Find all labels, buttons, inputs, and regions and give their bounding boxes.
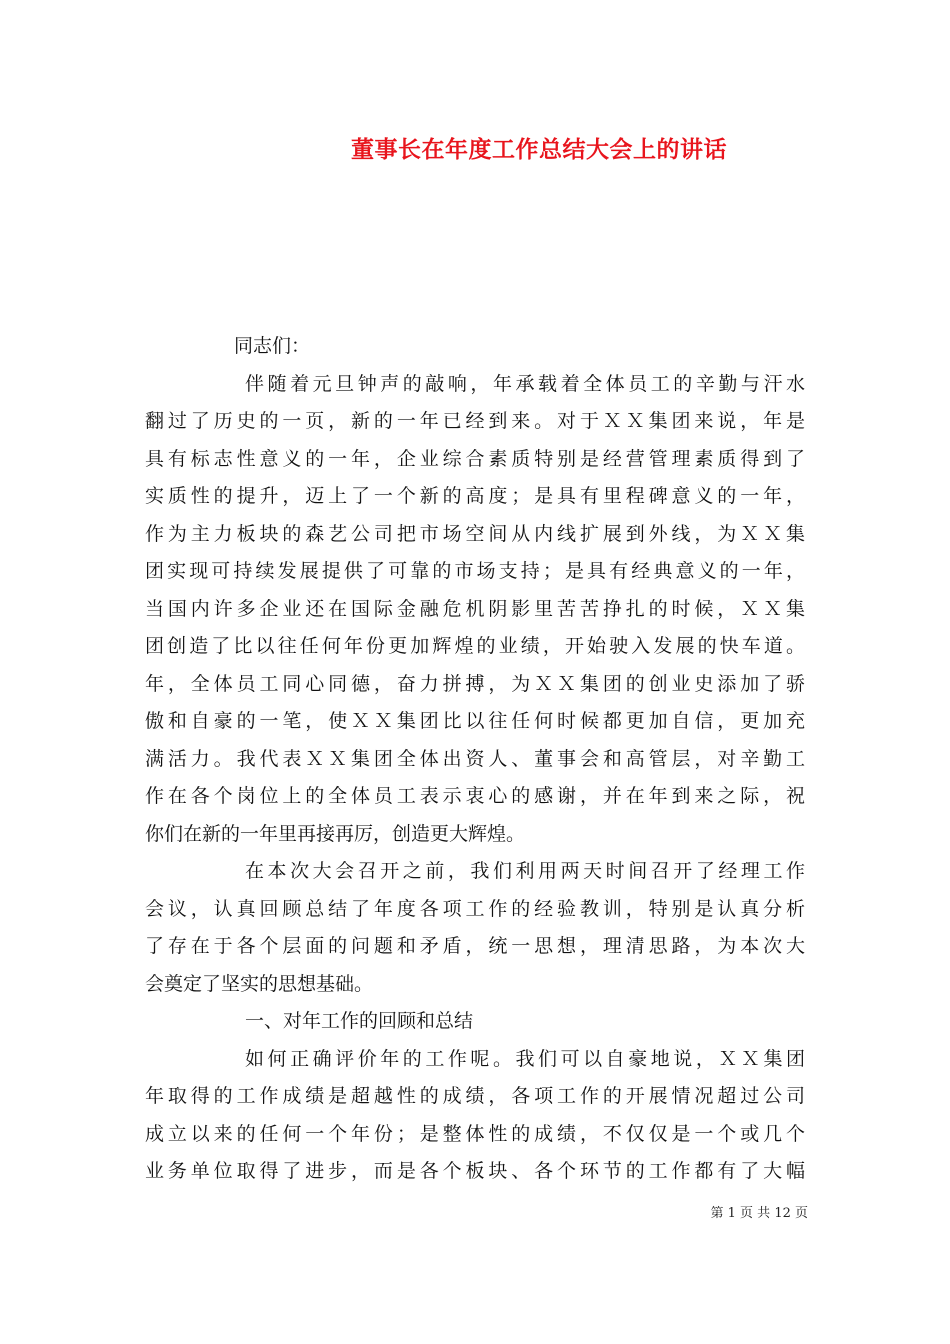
paragraph-line: 作为主力板块的森艺公司把市场空间从内线扩展到外线，为ＸＸ集	[145, 522, 805, 545]
paragraph-line: 具有标志性意义的一年，企业综合素质特别是经营管理素质得到了	[145, 447, 805, 470]
paragraph-line: 了存在于各个层面的问题和矛盾，统一思想，理清思路，为本次大	[145, 935, 805, 957]
paragraph-line: 会议，认真回顾总结了年度各项工作的经验教训，特别是认真分析	[145, 897, 805, 920]
paragraph-line: 团创造了比以往任何年份更加辉煌的业绩，开始驶入发展的快车道。	[145, 635, 805, 657]
paragraph-line: 实质性的提升，迈上了一个新的高度；是具有里程碑意义的一年，	[145, 485, 805, 507]
salutation: 同志们：	[234, 335, 311, 357]
paragraph-line: 成立以来的任何一个年份；是整体性的成绩，不仅仅是一个或几个	[145, 1122, 805, 1145]
paragraph-line: 年，全体员工同心同德，奋力拼搏，为ＸＸ集团的创业史添加了骄	[145, 672, 805, 695]
section-heading: 一、对年工作的回顾和总结	[245, 1010, 474, 1032]
document-title: 董事长在年度工作总结大会上的讲话	[351, 136, 727, 163]
paragraph-line: 在本次大会召开之前，我们利用两天时间召开了经理工作	[245, 860, 805, 882]
paragraph-line: 团实现可持续发展提供了可靠的市场支持；是具有经典意义的一年，	[145, 560, 805, 582]
paragraph-line: 作在各个岗位上的全体员工表示衷心的感谢，并在年到来之际，祝	[145, 785, 805, 807]
paragraph-line: 满活力。我代表ＸＸ集团全体出资人、董事会和高管层，对辛勤工	[145, 747, 805, 770]
paragraph-line: 你们在新的一年里再接再厉，创造更大辉煌。	[145, 822, 526, 845]
paragraph-line: 年取得的工作成绩是超越性的成绩，各项工作的开展情况超过公司	[145, 1085, 805, 1107]
page-number-footer: 第 1 页 共 12 页	[710, 1206, 808, 1221]
paragraph-line: 翻过了历史的一页，新的一年已经到来。对于ＸＸ集团来说，年是	[145, 410, 805, 432]
paragraph-line: 傲和自豪的一笔，使ＸＸ集团比以往任何时候都更加自信，更加充	[145, 710, 805, 732]
paragraph-line: 会奠定了坚实的思想基础。	[145, 972, 374, 995]
paragraph-line: 如何正确评价年的工作呢。我们可以自豪地说，ＸＸ集团	[245, 1047, 805, 1070]
paragraph-line: 业务单位取得了进步，而是各个板块、各个环节的工作都有了大幅	[145, 1160, 805, 1182]
paragraph-line: 当国内许多企业还在国际金融危机阴影里苦苦挣扎的时候，ＸＸ集	[145, 597, 805, 620]
document-body	[145, 328, 805, 1191]
paragraph-line: 伴随着元旦钟声的敲响，年承载着全体员工的辛勤与汗水	[245, 372, 805, 395]
